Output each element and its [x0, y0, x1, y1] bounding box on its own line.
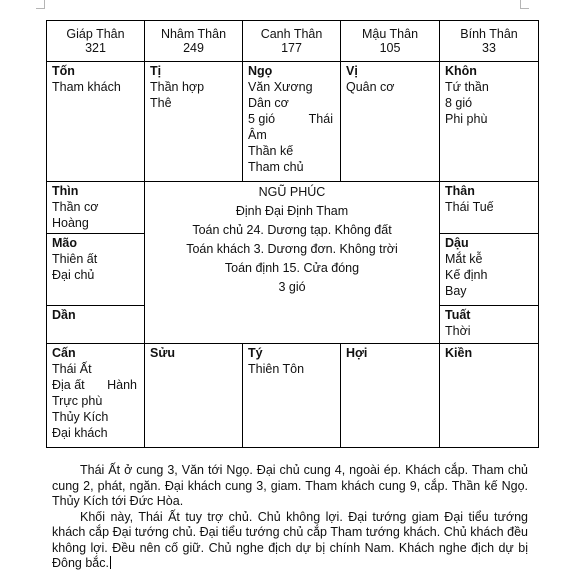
cell-tuat: Tuất Thời	[440, 306, 539, 344]
thai-at-grid-table	[46, 20, 539, 448]
cell-khon: Khôn Tứ thần 8 gió Phi phù	[440, 62, 539, 182]
cell-suu: Sửu	[145, 344, 243, 448]
paragraph-2: Khối này, Thái Ất tuy trợ chủ. Chủ không lợi. Đại tướng giam Đại tiểu tướng khách cắp Đại tướng chủ. Đại tiểu tướng chủ cắp Tham tướng khách. Chủ khách đều không lợi. Đều nên cố giữ. Chủ nghe địch dự bị chính Nam. Khách nghe địch dự bị Đông bắc.	[52, 509, 528, 570]
cell-dau: Dậu Mắt kễ Kế định Bay	[440, 234, 539, 306]
cell-ton: Tốn Tham khách	[47, 62, 145, 182]
header-cell-giap-than: Giáp Thân 321	[47, 21, 145, 62]
page-corner-mark-right	[520, 0, 529, 9]
text-cursor	[110, 556, 111, 569]
cell-mao: Mão Thiên ất Đại chủ	[47, 234, 145, 306]
cell-dan: Dần	[47, 306, 145, 344]
cell-ti: Tị Thần hợp Thê	[145, 62, 243, 182]
paragraph-1: Thái Ất ở cung 3, Văn tới Ngọ. Đại chủ cung 4, ngoài ép. Khách cắp. Tham chủ cung 2, phát, ngăn. Đại khách cung 3, giam. Tham khách cung 9, cắp. Thần kế Ngọ. Thủy Kích tới Đức Hòa.	[52, 463, 528, 508]
body-text[interactable]	[52, 463, 528, 572]
header-cell-canh-than: Canh Thân 177	[243, 21, 341, 62]
page-corner-mark-left	[36, 0, 45, 9]
header-cell-mau-than: Mậu Thân 105	[341, 21, 440, 62]
cell-than: Thân Thái Tuế	[440, 182, 539, 234]
cell-ngo: Ngọ Văn Xương Dân cơ 5 gió Thái Âm Thần kế Tham chủ	[243, 62, 341, 182]
cell-can: Cấn Thái Ất Địa ất Hành Trực phù Thủy Kích Đại khách	[47, 344, 145, 448]
cell-thin: Thìn Thần cơ Hoàng	[47, 182, 145, 234]
cell-hoi: Hợi	[341, 344, 440, 448]
cell-kien: Kiền	[440, 344, 539, 448]
center-ngu-phuc: NGŨ PHÚC Định Đại Định Tham Toán chủ 24. Dương tạp. Không đất Toán khách 3. Dương đơn. Không trời Toán định 15. Cửa đóng 3 gió	[145, 182, 440, 344]
header-cell-binh-than: Bính Thân 33	[440, 21, 539, 62]
cell-vi: Vị Quân cơ	[341, 62, 440, 182]
header-cell-nham-than: Nhâm Thân 249	[145, 21, 243, 62]
cell-ty: Tý Thiên Tôn	[243, 344, 341, 448]
